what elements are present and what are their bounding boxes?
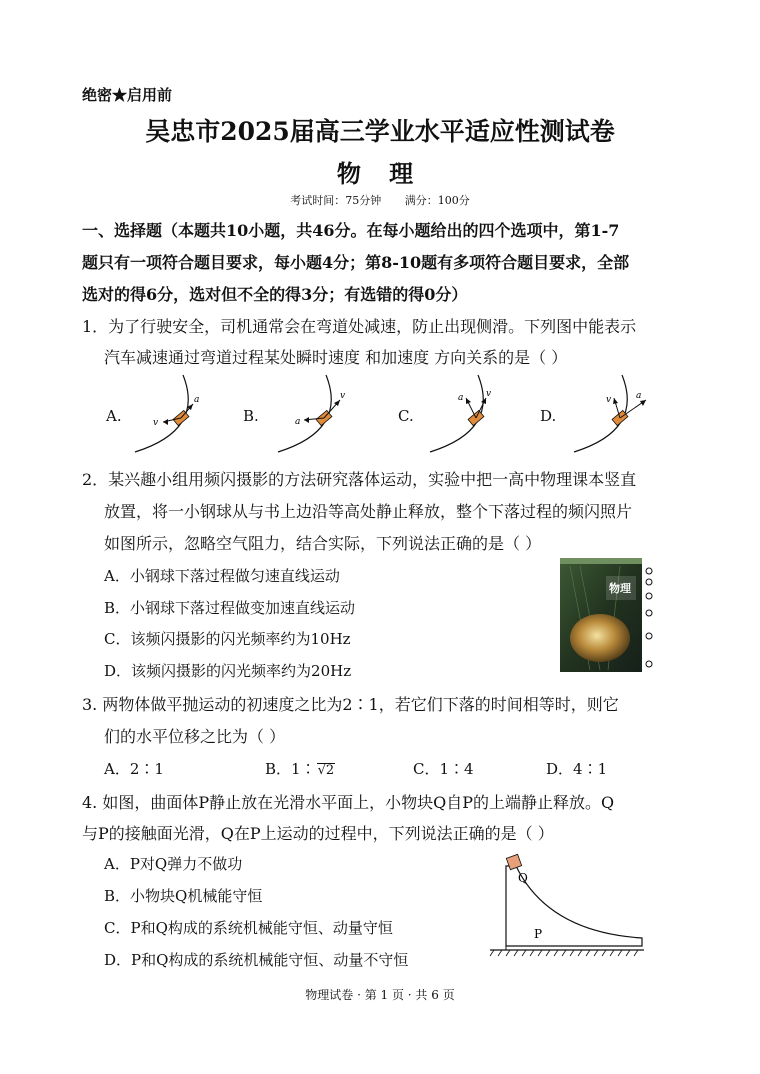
page-footer: 物理试卷 · 第 1 页 · 共 6 页 bbox=[305, 988, 455, 1002]
q1-c-v-label: v bbox=[486, 389, 492, 399]
q1-a-a-label: a bbox=[194, 395, 200, 405]
q2-stem-line2: 放置，将一小钢球从与书上边沿等高处静止释放，整个下落过程的频闪照片 bbox=[104, 502, 633, 521]
q1-b-a-label: a bbox=[295, 417, 301, 427]
q1-diagram-a bbox=[125, 370, 230, 455]
q1-option-a-label: A. bbox=[106, 407, 122, 425]
q4-stem-line1: 4. 如图，曲面体P静止放在光滑水平面上，小物块Q自P的上端静止释放。Q bbox=[82, 793, 615, 812]
q3-option-b-radicand: 2 bbox=[325, 763, 335, 778]
q1-stem-line2: 汽车减速通过弯道过程某处瞬时速度 和加速度 方向关系的是（ ） bbox=[104, 348, 568, 367]
q4-label-q: Q bbox=[518, 871, 528, 885]
q1-diagram-d bbox=[564, 370, 669, 455]
q1-diagram-c bbox=[420, 370, 525, 455]
q1-a-v-label: v bbox=[153, 418, 159, 428]
q3-option-b bbox=[265, 758, 335, 779]
q4-option-a: A．P对Q弹力不做功 bbox=[104, 855, 243, 873]
q1-diagram-b bbox=[268, 370, 373, 455]
q1-option-b-label: B. bbox=[243, 407, 259, 425]
q3-option-c: C．1∶4 bbox=[413, 760, 474, 778]
q1-option-d-label: D. bbox=[540, 407, 557, 425]
exam-time: 考试时间：75分钟 bbox=[290, 194, 382, 207]
q4-label-p: P bbox=[534, 927, 543, 941]
exam-title: 吴忠市2025届高三学业水平适应性测试卷 bbox=[145, 117, 615, 146]
section-instructions-line1: 一、选择题（本题共10小题，共46分。在每小题给出的四个选项中，第1-7 bbox=[82, 221, 620, 240]
q2-option-c: C．该频闪摄影的闪光频率约为10Hz bbox=[104, 630, 351, 648]
q2-stem-line1: 2．某兴趣小组用频闪摄影的方法研究落体运动，实验中把一高中物理课本竖直 bbox=[82, 470, 637, 489]
q2-stem-line3: 如图所示，忽略空气阻力，结合实际，下列说法正确的是（ ） bbox=[104, 534, 542, 553]
subject-title: 物 理 bbox=[336, 159, 424, 188]
q1-option-c-label: C. bbox=[398, 407, 414, 425]
q2-book-photo bbox=[560, 558, 660, 674]
q4-option-d: D．P和Q构成的系统机械能守恒、动量不守恒 bbox=[104, 951, 409, 969]
section-instructions-line3: 选对的得6分，选对但不全的得3分；有选错的得0分） bbox=[82, 285, 468, 304]
q3-option-a: A．2∶1 bbox=[104, 760, 164, 778]
q2-option-a: A．小钢球下落过程做匀速直线运动 bbox=[104, 567, 340, 585]
q3-stem-line1: 3. 两物体做平抛运动的初速度之比为2∶1，若它们下落的时间相等时，则它 bbox=[82, 695, 619, 714]
q4-curved-surface-diagram bbox=[488, 852, 648, 962]
section-instructions-line2: 题只有一项符合题目要求，每小题4分；第8-10题有多项符合题目要求，全部 bbox=[82, 253, 630, 272]
q1-stem-line1: 1．为了行驶安全，司机通常会在弯道处减速，防止出现侧滑。下列图中能表示 bbox=[82, 317, 637, 336]
q2-option-d: D．该频闪摄影的闪光频率约为20Hz bbox=[104, 662, 352, 680]
q3-option-b-sqrt: √2 bbox=[317, 763, 335, 778]
q3-stem-line2: 们的水平位移之比为（ ） bbox=[104, 727, 286, 746]
q4-stem-line2: 与P的接触面光滑，Q在P上运动的过程中，下列说法正确的是（ ） bbox=[82, 824, 554, 843]
q3-option-d: D．4∶1 bbox=[546, 760, 608, 778]
q4-option-c: C．P和Q构成的系统机械能守恒、动量守恒 bbox=[104, 919, 393, 937]
q2-book-title: 物理 bbox=[609, 582, 631, 595]
q3-option-b-prefix: B．1∶ bbox=[265, 760, 316, 778]
q1-c-a-label: a bbox=[458, 393, 464, 403]
q4-option-b: B．小物块Q机械能守恒 bbox=[104, 887, 263, 905]
secret-label: 绝密★启用前 bbox=[82, 86, 173, 104]
q1-b-v-label: v bbox=[340, 391, 346, 401]
q1-d-a-label: a bbox=[636, 391, 642, 401]
exam-info bbox=[0, 192, 760, 208]
exam-score: 满分：100分 bbox=[404, 194, 470, 207]
q2-option-b: B．小钢球下落过程做变加速直线运动 bbox=[104, 599, 356, 617]
q1-d-v-label: v bbox=[606, 395, 612, 405]
